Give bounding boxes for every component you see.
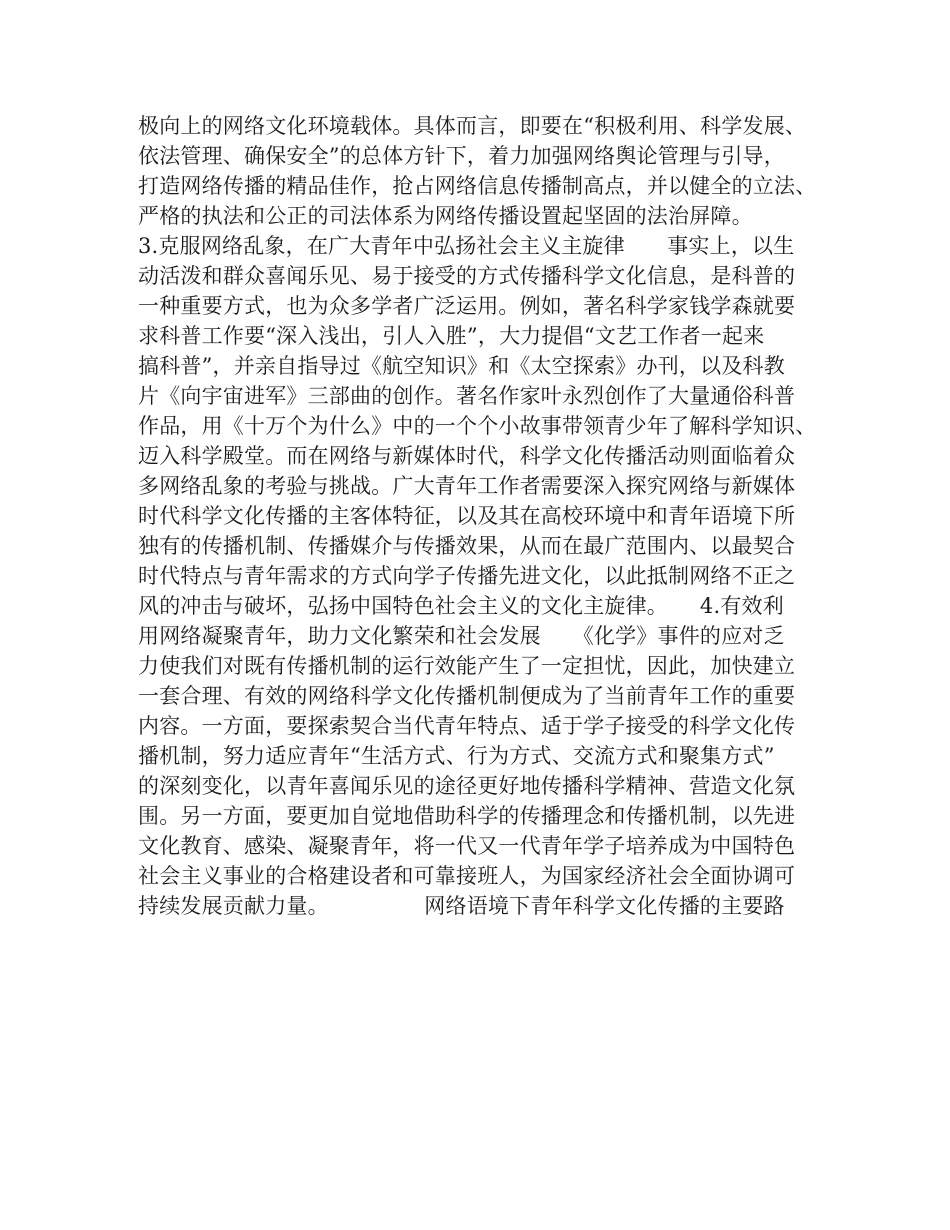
- text-line-27: 持续发展贡献力量。 网络语境下青年科学文化传播的主要路: [138, 894, 785, 918]
- text-line-13: 多网络乱象的考验与挑战。广大青年工作者需要深入探究网络与新媒体: [138, 474, 796, 498]
- text-line-15: 独有的传播机制、传播媒介与传播效果，从而在最广范围内、以最契合: [138, 534, 796, 558]
- text-line-17: 风的冲击与破坏，弘扬中国特色社会主义的文化主旋律。 4.有效利: [138, 594, 784, 618]
- text-line-11: 作品，用《十万个为什么》中的一个个小故事带领青少年了解科学知识、: [138, 414, 817, 438]
- text-line-22: 播机制，努力适应青年“生活方式、行为方式、交流方式和聚集方式”: [138, 744, 775, 768]
- text-line-23: 的深刻变化，以青年喜闻乐见的途径更好地传播科学精神、营造文化氛: [138, 774, 796, 798]
- text-line-10: 片《向宇宙进军》三部曲的创作。著名作家叶永烈创作了大量通俗科普: [138, 384, 796, 408]
- text-line-1: 极向上的网络文化环境载体。具体而言，即要在“积极利用、科学发展、: [138, 114, 807, 138]
- text-line-18: 用网络凝聚青年，助力文化繁荣和社会发展 《化学》事件的应对乏: [138, 624, 785, 648]
- body-text: [138, 111, 838, 921]
- text-line-9: 搞科普”，并亲自指导过《航空知识》和《太空探索》办刊，以及科教: [138, 354, 785, 378]
- text-line-20: 一套合理、有效的网络科学文化传播机制便成为了当前青年工作的重要: [138, 684, 796, 708]
- text-line-3: 打造网络传播的精品佳作，抢占网络信息传播制高点，并以健全的立法、: [138, 174, 817, 198]
- text-line-8: 求科普工作要“深入浅出，引人入胜”，大力提倡“文艺工作者一起来: [138, 324, 765, 348]
- text-line-5: 3.克服网络乱象，在广大青年中弘扬社会主义主旋律 事实上，以生: [138, 234, 795, 258]
- text-line-12: 迈入科学殿堂。而在网络与新媒体时代，科学文化传播活动则面临着众: [138, 444, 796, 468]
- text-line-4: 严格的执法和公正的司法体系为网络传播设置起坚固的法治屏障。: [138, 204, 753, 228]
- text-line-14: 时代科学文化传播的主客体特征，以及其在高校环境中和青年语境下所: [138, 504, 796, 528]
- text-line-7: 一种重要方式，也为众多学者广泛运用。例如，著名科学家钱学森就要: [138, 294, 796, 318]
- text-line-24: 围。另一方面，要更加自觉地借助科学的传播理念和传播机制，以先进: [138, 804, 796, 828]
- text-line-2: 依法管理、确保安全”的总体方针下，着力加强网络舆论管理与引导，: [138, 144, 785, 168]
- text-line-25: 文化教育、感染、凝聚青年，将一代又一代青年学子培养成为中国特色: [138, 834, 796, 858]
- text-line-19: 力使我们对既有传播机制的运行效能产生了一定担忧，因此，加快建立: [138, 654, 796, 678]
- text-line-6: 动活泼和群众喜闻乐见、易于接受的方式传播科学文化信息，是科普的: [138, 264, 796, 288]
- text-line-26: 社会主义事业的合格建设者和可靠接班人，为国家经济社会全面协调可: [138, 864, 796, 888]
- text-line-16: 时代特点与青年需求的方式向学子传播先进文化，以此抵制网络不正之: [138, 564, 796, 588]
- text-line-21: 内容。一方面，要探索契合当代青年特点、适于学子接受的科学文化传: [138, 714, 796, 738]
